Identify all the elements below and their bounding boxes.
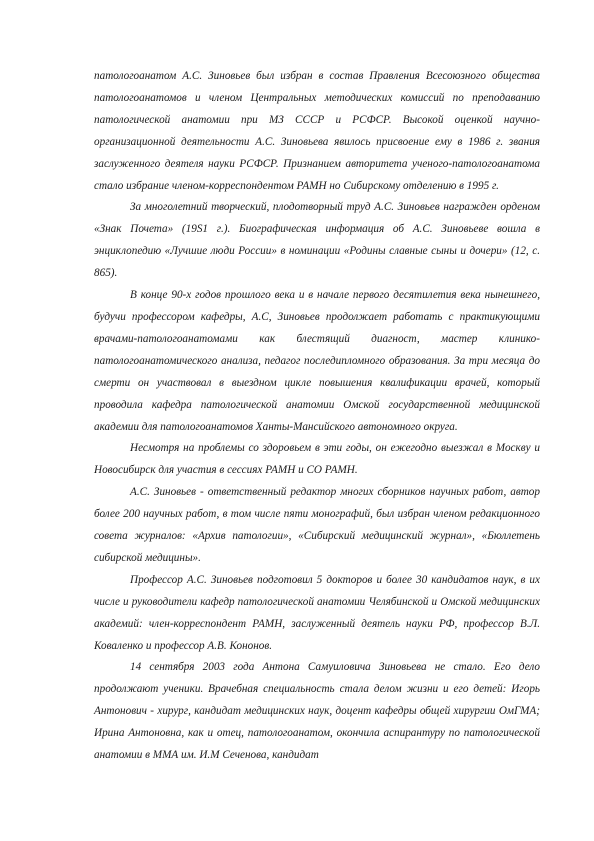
paragraph-3: В конце 90-х годов прошлого века и в начале первого десятилетия века нынешнего, будучи профессором кафедры, А.С, Зиновьев продолжает работать с практикующими врачами-патологоанатомами как блестящий диагност, мастер клинико-патологоанатомического анализа, педагог последипломного образования. За три месяца до смерти он участвовал в выездном цикле повышения квалификации врачей, который проводила кафедра патологической анатомии Омской государственной медицинской академии для патологоанатомов Ханты-Мансийского автономного округа. xyxy=(94,289,540,433)
paragraph-5: А.С. Зиновьев - ответственный редактор многих сборников научных работ, автор более 200 научных работ, в том числе пяти монографий, был избран членом редакционного совета журналов: «Архив патологии», «Сибирский медицинский журнал», «Бюллетень сибирской медицины». xyxy=(94,486,540,564)
paragraph-4: Несмотря на проблемы со здоровьем в эти годы, он ежегодно выезжал в Москву и Новосибирск для участия в сессиях РАМН и СО РАМН. xyxy=(94,442,540,477)
body-text xyxy=(94,66,540,767)
paragraph-7: 14 сентября 2003 года Антона Самуиловича Зиновьева не стало. Его дело продолжают ученики. Врачебная специальность стала делом жизни и его детей: Игорь Антонович - хирург, кандидат медицинских наук, доцент кафедры общей хирургии ОмГМА; Ирина Антоновна, как и отец, патологоанатом, окончила аспирантуру по патологической анатомии в ММА им. И.М Сеченова, кандидат xyxy=(94,661,540,762)
paragraph-6: Профессор А.С. Зиновьев подготовил 5 докторов и более 30 кандидатов наук, в их числе и руководители кафедр патологической анатомии Челябинской и Омской медицинских академий: член-корреспондент РАМН, заслуженный деятель науки РФ, профессор В.Л. Коваленко и профессор А.В. Кононов. xyxy=(94,573,540,652)
paragraph-2: За многолетний творческий, плодотворный труд А.С. Зиновьев награжден орденом «Знак Почета» (19S1 г.). Биографическая информация об А.С. Зиновьеве вошла в энциклопедию «Лучшие люди России» в номинации «Родины славные сыны и дочери» (12, с. 865). xyxy=(94,201,540,280)
paragraph-1: патологоанатом А.С. Зиновьев был избран в состав Правления Всесоюзного общества патологоанатомов и членом Центральных методических комиссий по преподаванию патологической анатомии при МЗ СССР и РСФСР. Высокой оценкой научно-организационной деятельности А.С. Зиновьева явилось присвоение ему в 1986 г. звания заслуженного деятеля науки РСФСР. Признанием авторитета ученого-патологоанатома стало избрание членом-корреспондентом РАМН но Сибирскому отделению в 1995 г. xyxy=(94,70,540,192)
